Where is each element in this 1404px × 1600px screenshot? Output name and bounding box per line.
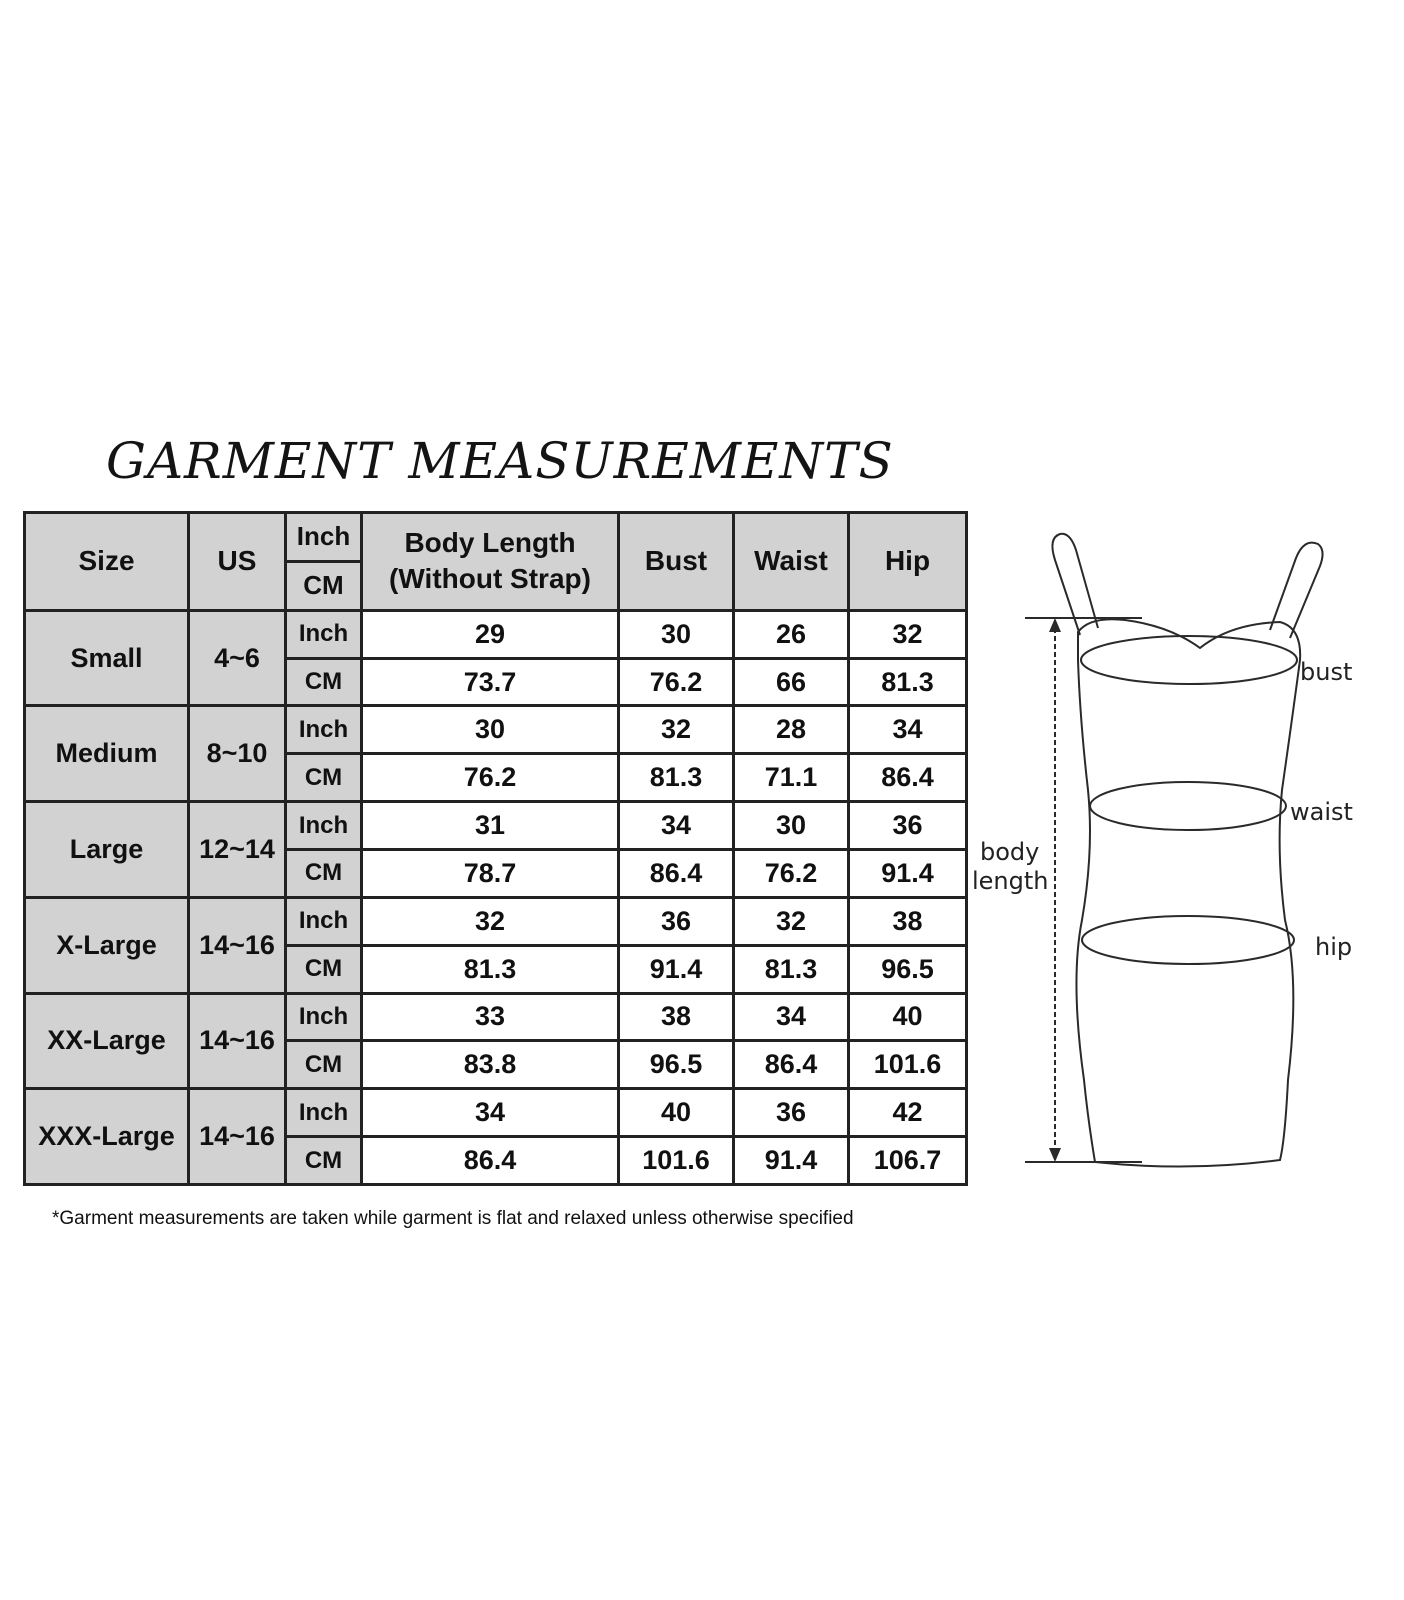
body-length-cell: 73.7 [362,658,619,706]
body-length-label-line2: length [972,867,1049,895]
waist-cell: 76.2 [734,850,849,898]
us-size-cell: 8~10 [189,706,286,802]
body-length-label-line1: body [980,838,1040,866]
unit-cell: CM [286,945,362,993]
waist-cell: 91.4 [734,1137,849,1185]
bust-cell: 34 [619,802,734,850]
bust-cell: 30 [619,610,734,658]
us-size-cell: 4~6 [189,610,286,706]
hip-cell: 81.3 [849,658,967,706]
size-cell: Small [25,610,189,706]
unit-cell: CM [286,658,362,706]
header-row [25,513,967,562]
size-chart-table [23,511,968,1186]
bust-cell: 76.2 [619,658,734,706]
size-cell: Medium [25,706,189,802]
table-row [25,993,967,1041]
unit-cell: CM [286,754,362,802]
body-length-cell: 33 [362,993,619,1041]
body-length-cell: 34 [362,1089,619,1137]
waist-cell: 71.1 [734,754,849,802]
header-unit-cm: CM [286,561,362,610]
unit-cell: Inch [286,706,362,754]
hip-cell: 86.4 [849,754,967,802]
unit-cell: Inch [286,610,362,658]
hip-cell: 32 [849,610,967,658]
hip-cell: 42 [849,1089,967,1137]
hip-cell: 101.6 [849,1041,967,1089]
bust-cell: 81.3 [619,754,734,802]
hip-cell: 38 [849,897,967,945]
header-hip: Hip [849,513,967,611]
hip-cell: 96.5 [849,945,967,993]
hip-cell: 36 [849,802,967,850]
body-length-cell: 76.2 [362,754,619,802]
unit-cell: Inch [286,993,362,1041]
us-size-cell: 14~16 [189,1089,286,1185]
header-body-length-line1: Body Length [404,527,576,559]
bust-cell: 36 [619,897,734,945]
header-bust: Bust [619,513,734,611]
body-length-cell: 78.7 [362,850,619,898]
unit-cell: CM [286,850,362,898]
table-row [25,610,967,658]
waist-cell: 36 [734,1089,849,1137]
body-length-cell: 32 [362,897,619,945]
unit-cell: Inch [286,1089,362,1137]
waist-cell: 86.4 [734,1041,849,1089]
waist-cell: 66 [734,658,849,706]
bust-cell: 32 [619,706,734,754]
body-length-cell: 83.8 [362,1041,619,1089]
bust-cell: 40 [619,1089,734,1137]
waist-cell: 81.3 [734,945,849,993]
bust-cell: 101.6 [619,1137,734,1185]
size-cell: XXX-Large [25,1089,189,1185]
header-body-length-line2: (Without Strap) [389,563,591,595]
unit-cell: Inch [286,897,362,945]
size-cell: X-Large [25,897,189,993]
body-length-cell: 30 [362,706,619,754]
header-body-length [362,513,619,611]
header-size: Size [25,513,189,611]
dress-diagram [960,520,1390,1200]
hip-label: hip [1315,933,1353,961]
body-length-cell: 81.3 [362,945,619,993]
unit-cell: Inch [286,802,362,850]
hip-cell: 106.7 [849,1137,967,1185]
bust-cell: 38 [619,993,734,1041]
waist-cell: 26 [734,610,849,658]
bust-cell: 96.5 [619,1041,734,1089]
header-unit-inch: Inch [286,513,362,562]
header-us: US [189,513,286,611]
waist-cell: 28 [734,706,849,754]
page-title: GARMENT MEASUREMENTS [106,432,894,490]
table-row [25,706,967,754]
waist-cell: 32 [734,897,849,945]
table-row [25,1089,967,1137]
us-size-cell: 12~14 [189,802,286,898]
waist-label: waist [1290,798,1353,826]
us-size-cell: 14~16 [189,897,286,993]
body-length-cell: 86.4 [362,1137,619,1185]
table-row [25,897,967,945]
unit-cell: CM [286,1041,362,1089]
waist-cell: 34 [734,993,849,1041]
measurement-note: *Garment measurements are taken while garment is flat and relaxed unless otherwise specified [52,1208,854,1229]
header-waist: Waist [734,513,849,611]
bust-label: bust [1300,658,1353,686]
body-length-cell: 31 [362,802,619,850]
us-size-cell: 14~16 [189,993,286,1089]
size-cell: XX-Large [25,993,189,1089]
waist-cell: 30 [734,802,849,850]
bust-cell: 91.4 [619,945,734,993]
hip-cell: 91.4 [849,850,967,898]
body-length-cell: 29 [362,610,619,658]
size-cell: Large [25,802,189,898]
hip-cell: 34 [849,706,967,754]
bust-cell: 86.4 [619,850,734,898]
hip-cell: 40 [849,993,967,1041]
table-row [25,802,967,850]
unit-cell: CM [286,1137,362,1185]
